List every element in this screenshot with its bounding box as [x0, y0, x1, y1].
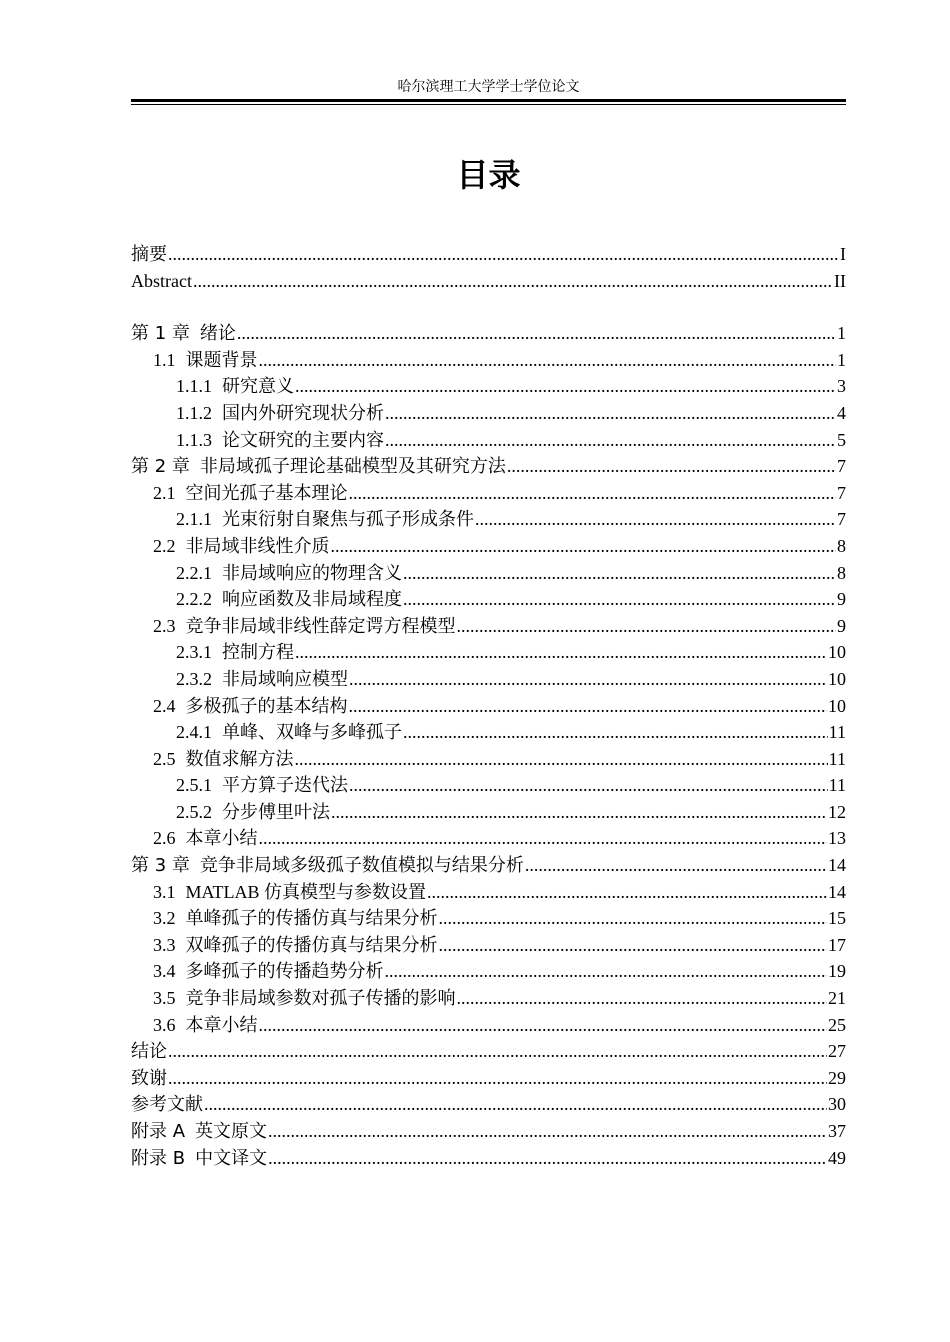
toc-page-number: 11 — [828, 748, 846, 769]
toc-entry[interactable] — [131, 613, 846, 640]
toc-entry-title: 分步傅里叶法 — [222, 801, 330, 822]
toc-entry-label — [176, 666, 348, 692]
toc-entry-number: 1.1.3 — [176, 429, 212, 450]
toc-page-number: 1 — [837, 349, 846, 370]
toc-entry-label — [176, 719, 402, 745]
toc-dot-leader — [295, 746, 828, 772]
toc-entry-label — [176, 772, 348, 798]
toc-page-number: 7 — [837, 456, 846, 477]
toc-entry-number: 3.3 — [153, 934, 176, 955]
toc-dot-leader — [403, 719, 828, 745]
toc-entry-title: 竞争非局域非线性薛定谔方程模型 — [185, 615, 456, 636]
toc-entry[interactable] — [131, 1065, 846, 1092]
toc-entry-number: 2.2 — [153, 535, 176, 556]
toc-dot-leader — [439, 932, 828, 958]
header-rule-thick — [131, 99, 846, 102]
toc-entry-title: 参考文献 — [131, 1094, 203, 1116]
toc-page-number: 12 — [828, 801, 846, 822]
toc-entry-label — [131, 268, 192, 294]
toc-entry[interactable] — [131, 373, 846, 400]
toc-entry-title: 非局域响应的物理含义 — [222, 562, 402, 583]
toc-entry[interactable] — [131, 1038, 846, 1065]
toc-entry[interactable] — [131, 400, 846, 427]
toc-entry-title: 竞争非局域多级孤子数值模拟与结果分析 — [199, 855, 524, 877]
toc-entry-title: 双峰孤子的传播仿真与结果分析 — [185, 934, 438, 955]
toc-page-number: I — [840, 244, 846, 264]
toc-entry-title: 摘要 — [131, 244, 167, 265]
toc-entry-label — [176, 799, 330, 825]
toc-entry-number: 3.4 — [153, 961, 176, 982]
toc-entry-title: 多极孤子的基本结构 — [185, 695, 348, 716]
toc-page-number: 13 — [828, 828, 846, 849]
toc-entry-label — [176, 373, 294, 399]
toc-entry-label — [153, 480, 348, 506]
toc-entry[interactable] — [131, 560, 846, 587]
toc-entry[interactable] — [131, 666, 846, 693]
toc-page-number: 10 — [828, 695, 846, 716]
toc-entry-title: 平方算子迭代法 — [222, 775, 348, 796]
toc-page-number: 14 — [828, 881, 846, 902]
toc-entry-label — [153, 879, 426, 905]
toc-entry-label — [176, 427, 384, 453]
toc-page-number: 27 — [828, 1041, 846, 1062]
toc-entry[interactable] — [131, 772, 846, 799]
toc-entry-title: 结论 — [131, 1041, 167, 1063]
toc-entry-label — [131, 454, 506, 480]
toc-entry-title: Abstract — [131, 270, 192, 291]
toc-entry[interactable] — [131, 347, 846, 374]
toc-dot-leader — [349, 666, 827, 692]
toc-entry-title: 单峰、双峰与多峰孤子 — [222, 722, 402, 743]
toc-entry-label — [131, 321, 236, 347]
toc-entry-title: 研究意义 — [222, 376, 294, 397]
toc-entry-title: 非局域孤子理论基础模型及其研究方法 — [199, 456, 506, 478]
toc-dot-leader — [237, 320, 836, 346]
toc-page-number: 37 — [828, 1121, 846, 1141]
toc-page-number: 19 — [828, 961, 846, 982]
toc-dot-leader — [331, 799, 827, 825]
toc-entry[interactable] — [131, 932, 846, 959]
toc-entry-number: 1.1.2 — [176, 402, 212, 423]
toc-dot-leader — [439, 905, 828, 931]
toc-dot-leader — [295, 639, 827, 665]
toc-dot-leader — [525, 852, 827, 878]
toc-entry-number: 2.5.1 — [176, 775, 212, 796]
toc-entry-label — [153, 613, 456, 639]
toc-entry-title: 单峰孤子的传播仿真与结果分析 — [185, 908, 438, 929]
toc-dot-leader — [457, 985, 828, 1011]
toc-entry-number: 2.1.1 — [176, 509, 212, 530]
toc-entry[interactable] — [131, 985, 846, 1012]
toc-entry-title: 响应函数及非局域程度 — [222, 589, 402, 610]
toc-entry[interactable] — [131, 799, 846, 826]
toc-entry-number: 1.1 — [153, 349, 176, 370]
toc-entry-label — [153, 1012, 258, 1038]
toc-entry-number: 附录 A — [131, 1121, 186, 1142]
toc-entry-label — [131, 1119, 267, 1145]
toc-entry[interactable] — [131, 241, 846, 268]
toc-dot-leader — [349, 480, 837, 506]
toc-entry-title: 绪论 — [199, 323, 236, 345]
toc-entry-number: 2.4.1 — [176, 722, 212, 743]
toc-entry-title: 英文原文 — [195, 1121, 268, 1142]
toc-entry-label — [153, 958, 384, 984]
toc-entry-label — [131, 1092, 203, 1118]
toc-page-number: 1 — [837, 323, 846, 344]
toc-entry-title: MATLAB 仿真模型与参数设置 — [185, 881, 427, 902]
toc-entry-number: 第 1 章 — [131, 323, 190, 345]
toc-entry-number: 附录 B — [131, 1147, 186, 1169]
toc-page-number: 8 — [837, 535, 846, 556]
toc-dot-leader — [259, 347, 837, 373]
toc-page-number: 21 — [828, 988, 846, 1009]
toc-entry[interactable] — [131, 268, 846, 295]
toc-entry-number: 1.1.1 — [176, 376, 212, 397]
toc-page-number: II — [834, 270, 846, 291]
toc-entry[interactable] — [131, 1145, 846, 1172]
toc-entry-title: 空间光孤子基本理论 — [185, 482, 348, 503]
toc-entry-title: 中文译文 — [195, 1147, 268, 1169]
toc-page-number: 29 — [828, 1067, 846, 1088]
toc-dot-leader — [295, 373, 836, 399]
toc-page-number: 9 — [837, 615, 846, 636]
toc-entry[interactable] — [131, 1118, 846, 1145]
toc-entry[interactable] — [131, 958, 846, 985]
toc-page-number: 49 — [828, 1147, 846, 1168]
toc-entry[interactable] — [131, 480, 846, 507]
toc-page-number: 3 — [837, 376, 846, 397]
toc-page-number: 5 — [837, 429, 846, 450]
toc-entry-label — [153, 347, 258, 373]
toc-dot-leader — [349, 772, 828, 798]
toc-entry-number: 2.3.2 — [176, 668, 212, 689]
toc-entry-number: 2.2.1 — [176, 562, 212, 583]
toc-dot-leader — [193, 268, 833, 294]
header-rule-thin — [131, 104, 846, 105]
toc-entry-title: 数值求解方法 — [185, 748, 294, 769]
toc-entry-label — [176, 586, 402, 612]
toc-page-number: 4 — [837, 402, 846, 423]
toc-entry-title: 致谢 — [131, 1067, 167, 1089]
toc-dot-leader — [403, 586, 836, 612]
toc-entry-number: 2.3 — [153, 615, 176, 636]
toc-entry-label — [153, 825, 258, 851]
toc-entry-title: 控制方程 — [222, 642, 294, 663]
toc-entry-number: 3.1 — [153, 881, 176, 902]
toc-entry-label — [176, 560, 402, 586]
toc-dot-leader — [385, 427, 836, 453]
toc-dot-leader — [349, 693, 828, 719]
toc-entry-label — [131, 1146, 267, 1172]
toc-entry[interactable] — [131, 639, 846, 666]
toc-entry-title: 本章小结 — [185, 828, 258, 849]
table-of-contents — [131, 241, 846, 1171]
toc-entry-title: 光束衍射自聚焦与孤子形成条件 — [222, 509, 474, 530]
toc-dot-leader — [268, 1118, 827, 1144]
toc-dot-leader — [385, 400, 836, 426]
toc-entry-title: 非局域响应模型 — [222, 668, 348, 689]
toc-page-number: 8 — [837, 562, 846, 583]
toc-entry-title: 国内外研究现状分析 — [222, 402, 384, 423]
toc-page-number: 11 — [828, 722, 846, 743]
toc-dot-leader — [168, 1065, 827, 1091]
toc-entry-title: 非局域非线性介质 — [185, 535, 330, 556]
toc-entry[interactable] — [131, 320, 846, 347]
toc-entry-number: 2.1 — [153, 482, 176, 503]
toc-dot-leader — [507, 453, 836, 479]
toc-page-number: 25 — [828, 1014, 846, 1035]
toc-entry-number: 第 2 章 — [131, 456, 190, 478]
toc-entry-number: 2.5.2 — [176, 801, 212, 822]
toc-entry-label — [153, 693, 348, 719]
toc-page-number: 15 — [828, 908, 846, 929]
toc-entry[interactable] — [131, 746, 846, 773]
toc-dot-leader — [204, 1091, 827, 1117]
toc-entry-label — [153, 985, 456, 1011]
toc-entry-number: 第 3 章 — [131, 855, 190, 877]
toc-page-number: 11 — [828, 775, 846, 796]
toc-entry[interactable] — [131, 533, 846, 560]
toc-entry-title: 课题背景 — [185, 349, 258, 370]
toc-dot-leader — [403, 560, 836, 586]
toc-entry-label — [176, 639, 294, 665]
toc-dot-leader — [259, 1012, 828, 1038]
running-header: 哈尔滨理工大学学士学位论文 — [397, 80, 580, 95]
page-title: 目录 — [456, 156, 521, 194]
toc-entry-title: 本章小结 — [185, 1014, 258, 1035]
toc-entry-label — [131, 853, 524, 879]
toc-entry-number: 3.5 — [153, 988, 176, 1009]
toc-page-number: 30 — [828, 1094, 846, 1115]
toc-entry-number: 2.2.2 — [176, 589, 212, 610]
toc-dot-leader — [385, 958, 828, 984]
toc-entry[interactable] — [131, 905, 846, 932]
toc-dot-leader — [259, 825, 828, 851]
toc-entry[interactable] — [131, 852, 846, 879]
toc-dot-leader — [268, 1145, 827, 1171]
toc-entry-label — [153, 932, 438, 958]
toc-entry[interactable] — [131, 719, 846, 746]
toc-entry-number: 2.4 — [153, 695, 176, 716]
toc-page-number: 7 — [837, 482, 846, 503]
toc-entry[interactable] — [131, 879, 846, 906]
toc-entry-title: 论文研究的主要内容 — [222, 429, 384, 450]
toc-entry[interactable] — [131, 825, 846, 852]
toc-entry-title: 竞争非局域参数对孤子传播的影响 — [185, 988, 456, 1009]
toc-page-number: 17 — [828, 934, 846, 955]
toc-entry[interactable] — [131, 586, 846, 613]
toc-entry-label — [176, 506, 474, 532]
toc-entry-label — [176, 400, 384, 426]
toc-entry[interactable] — [131, 1091, 846, 1118]
toc-entry-number: 2.6 — [153, 828, 176, 849]
toc-page-number: 14 — [828, 855, 846, 876]
toc-entry-label — [131, 1039, 167, 1065]
toc-entry-label — [131, 1066, 167, 1092]
toc-dot-leader — [168, 1038, 827, 1064]
toc-entry[interactable] — [131, 1012, 846, 1039]
toc-page-number: 10 — [828, 642, 846, 663]
toc-entry-number: 2.5 — [153, 748, 176, 769]
toc-entry-number: 3.6 — [153, 1014, 176, 1035]
toc-page-number: 9 — [837, 589, 846, 610]
toc-dot-leader — [331, 533, 837, 559]
toc-entry[interactable] — [131, 453, 846, 480]
toc-page-number: 10 — [828, 668, 846, 689]
toc-entry-title: 多峰孤子的传播趋势分析 — [185, 961, 384, 982]
toc-entry-number: 3.2 — [153, 908, 176, 929]
toc-entry[interactable] — [131, 427, 846, 454]
toc-dot-leader — [168, 241, 839, 267]
toc-entry-label — [153, 533, 330, 559]
toc-dot-leader — [457, 613, 837, 639]
toc-dot-leader — [475, 506, 836, 532]
toc-dot-leader — [427, 879, 827, 905]
toc-entry[interactable] — [131, 693, 846, 720]
toc-entry-number: 2.3.1 — [176, 642, 212, 663]
toc-entry-label — [153, 905, 438, 931]
toc-entry-label — [131, 242, 167, 268]
toc-page-number: 7 — [837, 509, 846, 530]
toc-entry[interactable] — [131, 506, 846, 533]
toc-entry-label — [153, 746, 294, 772]
